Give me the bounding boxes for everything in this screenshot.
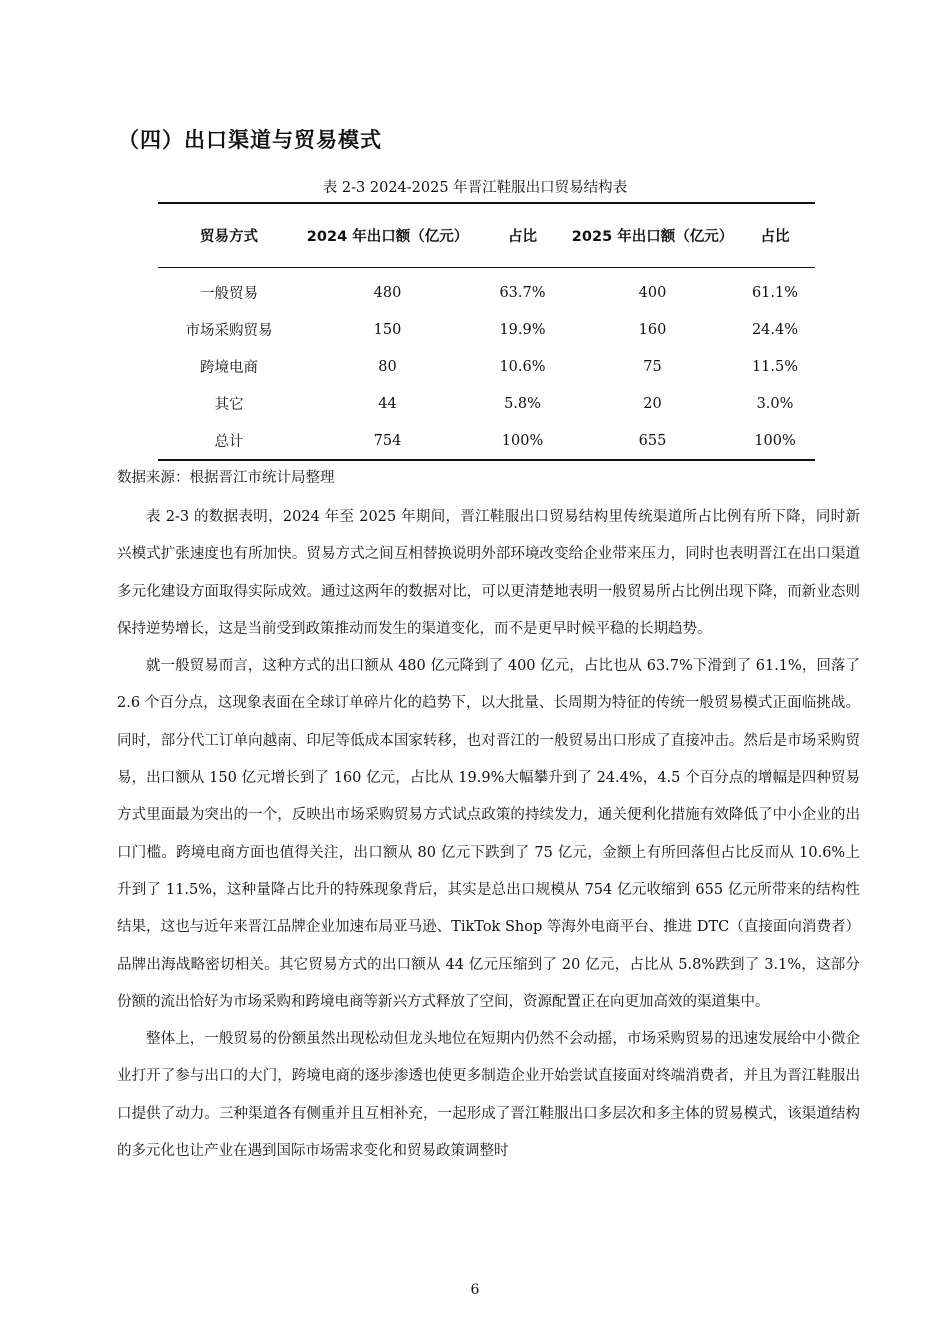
table-cell: 63.7% <box>499 284 546 301</box>
page-number: 6 <box>470 1282 480 1298</box>
table-cell: 80 <box>378 358 397 375</box>
table-cell: 480 <box>373 284 402 301</box>
table-row <box>158 348 815 385</box>
table-row <box>158 268 815 312</box>
table-caption: 表 2-3 2024-2025 年晋江鞋服出口贸易结构表 <box>322 180 628 196</box>
table-cell: 跨境电商 <box>200 360 258 376</box>
table-cell: 75 <box>643 358 662 375</box>
table-cell: 一般贸易 <box>200 286 258 302</box>
table-cell: 61.1% <box>751 284 799 301</box>
table-row-total <box>158 422 815 460</box>
table-body <box>158 268 815 461</box>
table-header-row <box>158 203 815 268</box>
table-cell: 总计 <box>158 422 300 460</box>
table-cell: 655 <box>570 422 735 460</box>
table-row <box>158 311 815 348</box>
header-share-2025: 占比 <box>735 203 815 268</box>
table-cell: 100% <box>475 422 570 460</box>
table-cell: 24.4% <box>751 321 799 338</box>
table-cell: 400 <box>638 284 667 301</box>
source-note: 数据来源：根据晋江市统计局整理 <box>117 470 335 486</box>
table-cell: 市场采购贸易 <box>185 323 273 339</box>
table-row <box>158 385 815 422</box>
paragraph: 表 2-3 的数据表明，2024 年至 2025 年期间，晋江鞋服出口贸易结构里传统渠道所占比例有所下降，同时新兴模式扩张速度也有所加快。贸易方式之间互相替换说明外部环境改变给企业带来压力，同时也表明晋江在出口渠道多元化建设方面取得实际成效。通过这两年的数据对比，可以更清楚地表明一般贸易所占比例出现下降，而新业态则保持逆势增长，这是当前受到政策推动而发生的渠道变化，而不是更早时候平稳的长期趋势。 <box>117 509 860 637</box>
table-cell: 160 <box>638 321 667 338</box>
paragraph: 就一般贸易而言，这种方式的出口额从 480 亿元降到了 400 亿元，占比也从 63.7%下滑到了 61.1%，回落了 2.6 个百分点，这现象表面在全球订单碎片化的趋势下，以大批量、长周期为特征的传统一般贸易模式正面临挑战。同时，部分代工订单向越南、印尼等低成本国家转移，也对晋江的一般贸易出口形成了直接冲击。然后是市场采购贸易，出口额从 150 亿元增长到了 160 亿元，占比从 19.9%大幅攀升到了 24.4%，4.5 个百分点的增幅是四种贸易方式里面最为突出的一个，反映出市场采购贸易方式试点政策的持续发力，通关便利化措施有效降低了中小企业的出口门槛。跨境电商方面也值得关注，出口额从 80 亿元下跌到了 75 亿元，金额上有所回落但占比反而从 10.6%上升到了 11.5%，这种量降占比升的特殊现象背后，其实是总出口规模从 754 亿元收缩到 655 亿元所带来的结构性结果，这也与近年来晋江品牌企业加速布局亚马逊、TikTok Shop 等海外电商平台、推进 DTC（直接面向消费者）品牌出海战略密切相关。其它贸易方式的出口额从 44 亿元压缩到了 20 亿元，占比从 5.8%跌到了 3.1%，这部分份额的流出恰好为市场采购和跨境电商等新兴方式释放了空间，资源配置正在向更加高效的渠道集中。 <box>117 658 860 1010</box>
table-cell: 11.5% <box>751 358 799 375</box>
body-text <box>117 499 860 1170</box>
table-cell: 3.0% <box>756 395 794 412</box>
table-cell: 19.9% <box>499 321 546 338</box>
paragraph: 整体上，一般贸易的份额虽然出现松动但龙头地位在短期内仍然不会动摇，市场采购贸易的迅速发展给中小微企业打开了参与出口的大门，跨境电商的逐步渗透也使更多制造企业开始尝试直接面对终端消费者，并且为晋江鞋服出口提供了动力。三种渠道各有侧重并且互相补充，一起形成了晋江鞋服出口多层次和多主体的贸易模式，该渠道结构的多元化也让产业在遇到国际市场需求变化和贸易政策调整时 <box>117 1031 860 1160</box>
table-cell: 44 <box>378 395 397 412</box>
table-cell: 5.8% <box>504 395 541 412</box>
header-export-2025: 2025 年出口额（亿元） <box>570 203 735 268</box>
table-cell: 754 <box>300 422 475 460</box>
table-cell: 100% <box>735 422 815 460</box>
table-cell: 10.6% <box>499 358 546 375</box>
table-cell: 150 <box>373 321 402 338</box>
header-export-2024: 2024 年出口额（亿元） <box>300 203 475 268</box>
trade-structure-table <box>158 202 815 461</box>
table-cell: 其它 <box>214 397 244 413</box>
header-share-2024: 占比 <box>475 203 570 268</box>
table-header <box>158 203 815 268</box>
table-cell: 20 <box>643 395 662 412</box>
section-heading: （四）出口渠道与贸易模式 <box>118 128 382 152</box>
header-trade-mode: 贸易方式 <box>158 203 300 268</box>
